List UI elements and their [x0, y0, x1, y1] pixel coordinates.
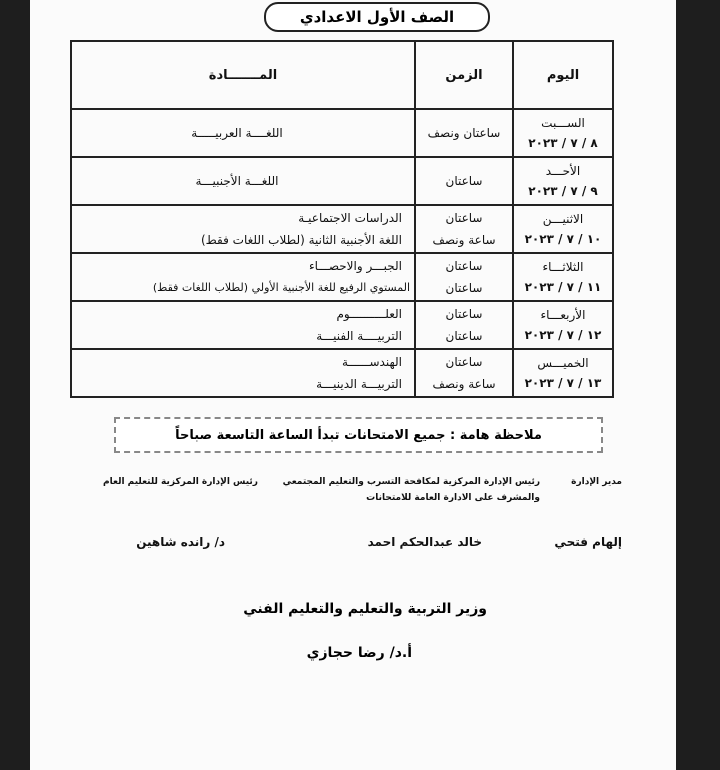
- minister-title: وزير التربية والتعليم والتعليم الفني: [243, 601, 487, 617]
- table-row: [71, 157, 613, 205]
- day-date: ١٢ / ٧ / ٢٠٢٣: [524, 328, 602, 342]
- day-name: الأربعـــاء: [540, 308, 586, 322]
- subject-value: اللغة الأجنبية الثانية (لطلاب اللغات فقط): [200, 233, 402, 247]
- subject-value: الجبـــر والاحصـــاء: [309, 259, 402, 273]
- time-value: ساعة ونصف: [432, 377, 496, 391]
- day-cell: [513, 109, 613, 157]
- subject-value: العلــــــــــوم: [336, 307, 402, 321]
- table-row: [71, 205, 613, 253]
- time-value: ساعتان: [445, 355, 483, 369]
- subject-value: التربيـــة الدينيـــة: [316, 377, 402, 391]
- time-cell: [415, 349, 513, 397]
- day-date: ٨ / ٧ / ٢٠٢٣: [528, 136, 598, 150]
- subject-value: الهندســــــة: [341, 355, 402, 369]
- day-date: ٩ / ٧ / ٢٠٢٣: [528, 184, 598, 198]
- dropout-admin-title-line2: والمشرف على الادارة العامة للامتحانات: [366, 493, 540, 503]
- time-cell: [415, 205, 513, 253]
- time-cell: [415, 253, 513, 301]
- day-name: الثلاثـــاء: [542, 260, 584, 274]
- day-date: ١٠ / ٧ / ٢٠٢٣: [524, 232, 602, 246]
- time-cell: [415, 157, 513, 205]
- day-date: ١٣ / ٧ / ٢٠٢٣: [524, 376, 602, 390]
- general-ed-name: د/ رانده شاهين: [136, 535, 225, 549]
- important-note: ملاحظة هامة : جميع الامتحانات تبدأ الساعة التاسعة صباحاً: [114, 417, 603, 453]
- general-ed-title: رئيس الإدارة المركزية للتعليم العام: [103, 477, 258, 487]
- time-value: ساعتان: [445, 211, 483, 225]
- subject-cell: [71, 349, 415, 397]
- subject-cell: [71, 301, 415, 349]
- header-day: اليوم: [513, 41, 613, 109]
- subject-value: التربيــــة الفنيـــة: [316, 329, 402, 343]
- day-cell: [513, 157, 613, 205]
- subject-cell: [71, 253, 415, 301]
- day-cell: [513, 349, 613, 397]
- time-value: ساعتان ونصف: [427, 126, 501, 140]
- header-time: الزمن: [415, 41, 513, 109]
- dropout-admin-title: [283, 477, 540, 503]
- time-cell: [415, 301, 513, 349]
- subject-cell: [71, 205, 415, 253]
- subject-value: المستوي الرفيع للغة الأجنبية الأولي (لطلاب اللغات فقط): [152, 281, 410, 294]
- table-row: [71, 349, 613, 397]
- table-row: [71, 253, 613, 301]
- day-name: الخميـــس: [537, 356, 589, 370]
- day-name: الاثنيـــن: [542, 212, 584, 226]
- day-name: الأحـــد: [545, 164, 581, 178]
- dropout-admin-title-line1: رئيس الإدارة المركزية لمكافحة التسرب والتعليم المجتمعي: [282, 477, 540, 487]
- time-value: ساعتان: [445, 259, 483, 273]
- table-row: [71, 109, 613, 157]
- exam-schedule-table: [70, 40, 614, 398]
- time-value: ساعة ونصف: [432, 233, 496, 247]
- time-value: ساعتان: [445, 307, 483, 321]
- day-cell: [513, 253, 613, 301]
- minister-name: أ.د/ رضا حجازي: [306, 645, 412, 661]
- subject-cell: [71, 157, 415, 205]
- day-cell: [513, 205, 613, 253]
- page-title: الصف الأول الاعدادي: [264, 2, 490, 32]
- subject-value: اللغـــة الأجنبيـــة: [195, 174, 279, 188]
- header-subject: المـــــــادة: [71, 41, 415, 109]
- subject-value: اللغــــة العربيـــــة: [191, 126, 283, 140]
- day-name: الســـبت: [541, 116, 585, 130]
- time-value: ساعتان: [445, 329, 483, 343]
- table-row: [71, 301, 613, 349]
- subject-value: الدراسات الاجتماعيـة: [298, 211, 402, 225]
- day-cell: [513, 301, 613, 349]
- time-cell: [415, 109, 513, 157]
- day-date: ١١ / ٧ / ٢٠٢٣: [524, 280, 602, 294]
- time-value: ساعتان: [445, 281, 483, 295]
- director-name: إلهام فتحي: [554, 535, 622, 549]
- table-header-row: [71, 41, 613, 109]
- subject-cell: [71, 109, 415, 157]
- dropout-admin-name: خالد عبدالحكم احمد: [367, 535, 482, 549]
- time-value: ساعتان: [445, 174, 483, 188]
- director-title: مدير الإدارة: [571, 477, 622, 487]
